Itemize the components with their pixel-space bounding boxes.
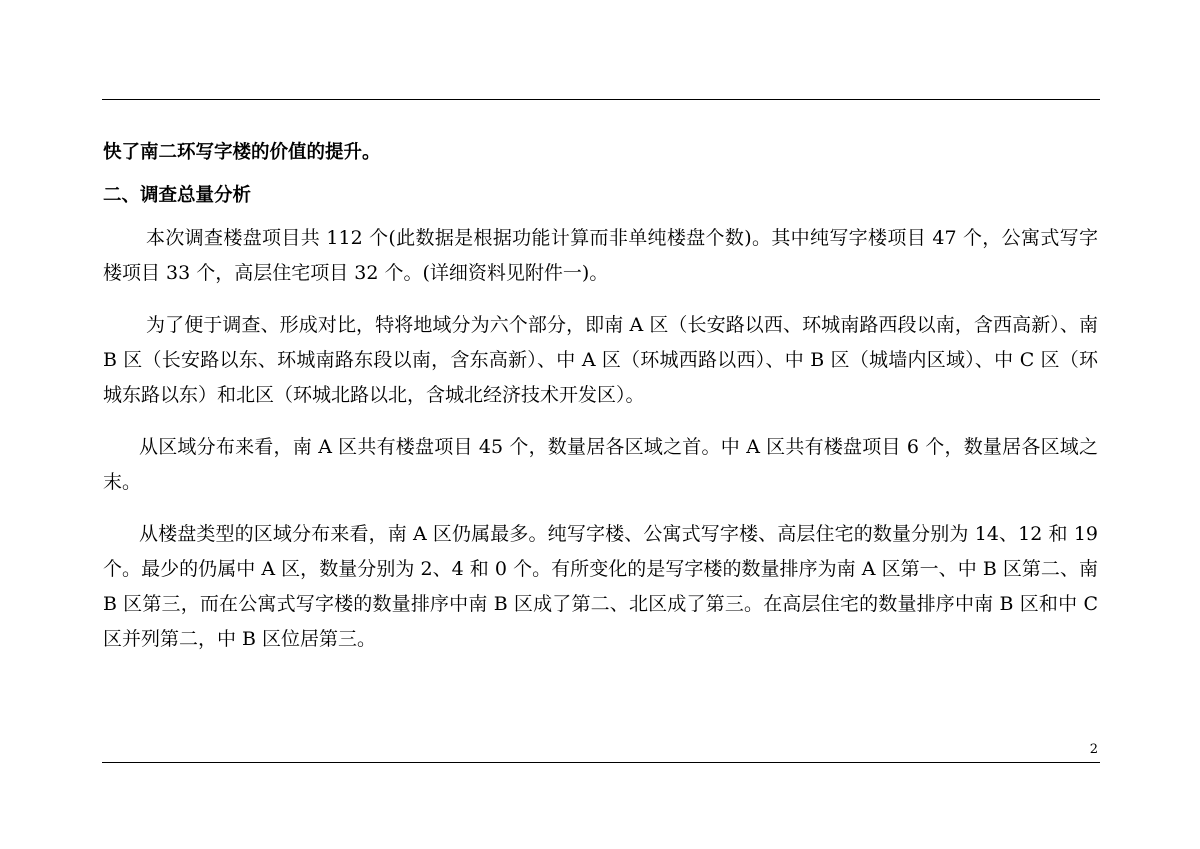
footer-rule <box>102 762 1100 763</box>
document-body <box>103 135 1098 657</box>
paragraph-survey-total: 本次调查楼盘项目共 112 个(此数据是根据功能计算而非单纯楼盘个数)。其中纯写字楼项目 47 个，公寓式写字楼项目 33 个，高层住宅项目 32 个。(详细资料见附件一)。 <box>103 227 1098 284</box>
paragraph-type-distribution: 从楼盘类型的区域分布来看，南 A 区仍属最多。纯写字楼、公寓式写字楼、高层住宅的数量分别为 14、12 和 19 个。最少的仍属中 A 区，数量分别为 2、4 和 0 个。有所变化的是写字楼的数量排序为南 A 区第一、中 B 区第二、南 B 区第三，而在公寓式写字楼的数量排序中南 B 区成了第二、北区成了第三。在高层住宅的数量排序中南 B 区和中 C 区并列第二，中 B 区位居第三。 <box>103 523 1098 650</box>
page-number: 2 <box>1089 742 1098 757</box>
paragraph-region-distribution: 从区域分布来看，南 A 区共有楼盘项目 45 个，数量居各区域之首。中 A 区共有楼盘项目 6 个，数量居各区域之末。 <box>103 436 1098 493</box>
header-rule <box>102 99 1100 100</box>
continuation-text: 快了南二环写字楼的价值的提升。 <box>103 142 381 163</box>
paragraph-region-division: 为了便于调查、形成对比，特将地域分为六个部分，即南 A 区（长安路以西、环城南路西段以南，含西高新）、南 B 区（长安路以东、环城南路东段以南，含东高新）、中 A 区（环城西路以西）、中 B 区（城墙内区域）、中 C 区（环城东路以东）和北区（环城北路以北，含城北经济技术开发区）。 <box>103 314 1098 406</box>
section-heading: 二、调查总量分析 <box>103 185 252 206</box>
